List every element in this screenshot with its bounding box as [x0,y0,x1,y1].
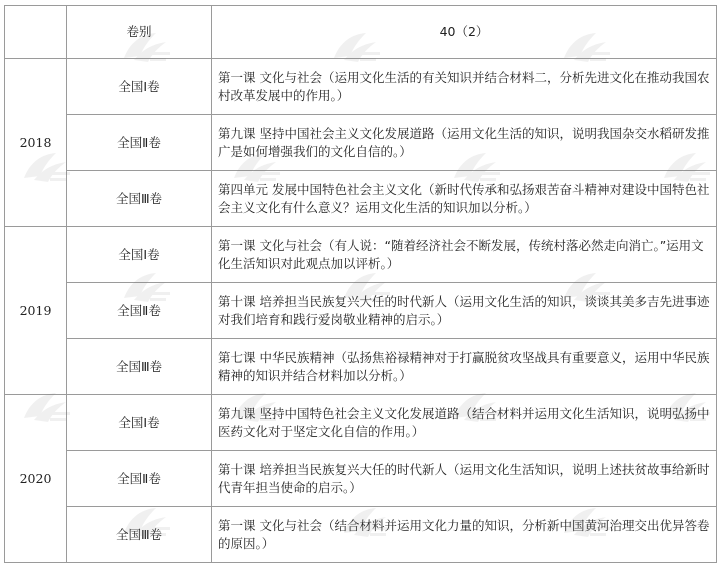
year-cell: 2018 [5,59,67,227]
content-cell: 第七课 中华民族精神（弘扬焦裕禄精神对于打赢脱贫攻坚战具有重要意义，运用中华民族精神的知识并结合材料加以分析。） [212,339,717,395]
table-row [5,395,717,451]
paper-cell: 全国Ⅰ卷 [67,59,212,115]
paper-cell: 全国Ⅱ卷 [67,115,212,171]
content-cell: 第十课 培养担当民族复兴大任的时代新人（运用文化生活知识，说明上述扶贫故事给新时代青年担当使命的启示。） [212,451,717,507]
paper-cell: 全国Ⅲ卷 [67,171,212,227]
year-cell: 2020 [5,395,67,563]
content-cell: 第十课 培养担当民族复兴大任的时代新人（运用文化生活的知识，谈谈其美多吉先进事迹对我们培育和践行爱岗敬业精神的启示。） [212,283,717,339]
table-row [5,171,717,227]
table-row [5,283,717,339]
paper-cell: 全国Ⅲ卷 [67,507,212,563]
content-cell: 第一课 文化与社会（运用文化生活的有关知识并结合材料二，分析先进文化在推动我国农村改革发展中的作用。） [212,59,717,115]
table-row [5,451,717,507]
paper-cell: 全国Ⅰ卷 [67,227,212,283]
year-cell: 2019 [5,227,67,395]
table-row [5,507,717,563]
header-question-cell: 40（2） [212,6,717,59]
exam-question-table [4,5,717,563]
table-row [5,339,717,395]
table-header-row [5,6,717,59]
content-cell: 第一课 文化与社会（有人说：“随着经济社会不断发展，传统村落必然走向消亡。”运用文化生活知识对此观点加以评析。） [212,227,717,283]
table-row [5,115,717,171]
paper-cell: 全国Ⅰ卷 [67,395,212,451]
header-paper-cell: 卷别 [67,6,212,59]
content-cell: 第四单元 发展中国特色社会主义文化（新时代传承和弘扬艰苦奋斗精神对建设中国特色社会主义文化有什么意义？运用文化生活的知识加以分析。） [212,171,717,227]
content-cell: 第九课 坚持中国特色社会主义文化发展道路（结合材料并运用文化生活知识，说明弘扬中医药文化对于坚定文化自信的作用。） [212,395,717,451]
header-year-cell [5,6,67,59]
paper-cell: 全国Ⅱ卷 [67,451,212,507]
table-row [5,59,717,115]
paper-cell: 全国Ⅱ卷 [67,283,212,339]
paper-cell: 全国Ⅲ卷 [67,339,212,395]
content-cell: 第一课 文化与社会（结合材料并运用文化力量的知识，分析新中国黄河治理交出优异答卷的原因。） [212,507,717,563]
content-cell: 第九课 坚持中国社会主义文化发展道路（运用文化生活的知识，说明我国杂交水稻研发推广是如何增强我们的文化自信的。） [212,115,717,171]
table-row [5,227,717,283]
